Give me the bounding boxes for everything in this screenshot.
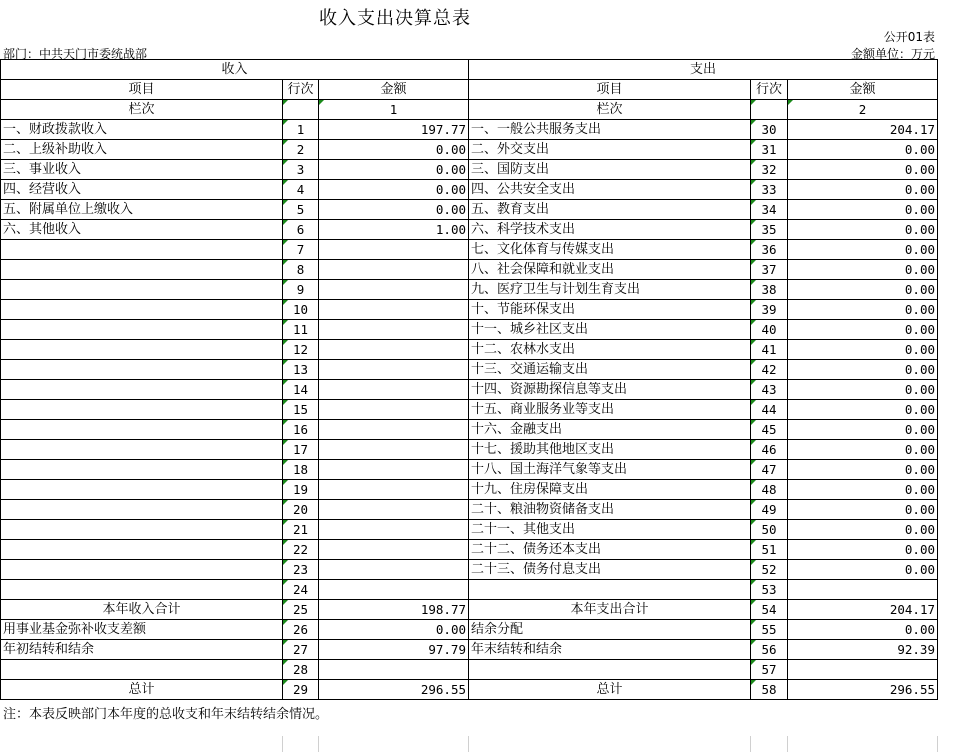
- income-line-cell[interactable]: 18: [283, 460, 319, 480]
- income-line-cell[interactable]: 20: [283, 500, 319, 520]
- income-amount-cell[interactable]: [319, 320, 469, 340]
- expense-amount-cell[interactable]: 0.00: [788, 140, 938, 160]
- income-item-cell[interactable]: [1, 660, 283, 680]
- expense-line-cell[interactable]: 50: [751, 520, 788, 540]
- income-amount-header[interactable]: 金额: [319, 80, 469, 100]
- income-item-cell[interactable]: [1, 260, 283, 280]
- expense-item-cell[interactable]: 二十二、债务还本支出: [469, 540, 751, 560]
- expense-amount-cell[interactable]: 0.00: [788, 620, 938, 640]
- income-amount-cell[interactable]: 0.00: [319, 200, 469, 220]
- expense-section-header[interactable]: 支出: [469, 60, 938, 80]
- expense-line-cell[interactable]: 48: [751, 480, 788, 500]
- income-amount-cell[interactable]: 198.77: [319, 600, 469, 620]
- table-row: [1, 560, 938, 580]
- section-header-row: [1, 60, 938, 80]
- income-line-cell[interactable]: 15: [283, 400, 319, 420]
- expense-line-cell[interactable]: 38: [751, 280, 788, 300]
- expense-item-cell[interactable]: [469, 580, 751, 600]
- income-item-cell[interactable]: [1, 380, 283, 400]
- income-section-header[interactable]: 收入: [1, 60, 469, 80]
- expense-amount-cell[interactable]: 0.00: [788, 400, 938, 420]
- form-code: 公开01表: [883, 30, 935, 44]
- income-amount-cell[interactable]: [319, 280, 469, 300]
- column-index-row: [1, 100, 938, 120]
- grid-line: [787, 736, 788, 752]
- expense-item-cell[interactable]: 十一、城乡社区支出: [469, 320, 751, 340]
- income-item-header[interactable]: 项目: [1, 80, 283, 100]
- table-row: [1, 220, 938, 240]
- income-line-cell[interactable]: 28: [283, 660, 319, 680]
- expense-item-cell[interactable]: [469, 660, 751, 680]
- expense-line-cell[interactable]: 45: [751, 420, 788, 440]
- income-line-cell[interactable]: 7: [283, 240, 319, 260]
- income-line-cell[interactable]: 14: [283, 380, 319, 400]
- table-row: [1, 400, 938, 420]
- expense-column-line-cell[interactable]: [751, 100, 788, 120]
- unit-label: 金额单位：万元: [850, 47, 935, 61]
- income-line-cell[interactable]: 25: [283, 600, 319, 620]
- income-item-cell[interactable]: 年初结转和结余: [1, 640, 283, 660]
- expense-line-cell[interactable]: 47: [751, 460, 788, 480]
- income-line-cell[interactable]: 12: [283, 340, 319, 360]
- expense-line-cell[interactable]: 51: [751, 540, 788, 560]
- income-item-cell[interactable]: [1, 340, 283, 360]
- income-amount-cell[interactable]: 296.55: [319, 680, 469, 700]
- table-row: [1, 460, 938, 480]
- expense-item-cell[interactable]: 十五、商业服务业等支出: [469, 400, 751, 420]
- expense-line-cell[interactable]: 34: [751, 200, 788, 220]
- expense-column-index[interactable]: 2: [788, 100, 938, 120]
- income-amount-cell[interactable]: [319, 660, 469, 680]
- expense-amount-cell[interactable]: 0.00: [788, 220, 938, 240]
- expense-line-cell[interactable]: 52: [751, 560, 788, 580]
- expense-item-cell[interactable]: 五、教育支出: [469, 200, 751, 220]
- expense-item-cell[interactable]: 四、公共安全支出: [469, 180, 751, 200]
- income-line-cell[interactable]: 17: [283, 440, 319, 460]
- expense-line-cell[interactable]: 30: [751, 120, 788, 140]
- table-row: [1, 620, 938, 640]
- expense-item-cell[interactable]: 十六、金融支出: [469, 420, 751, 440]
- income-column-label[interactable]: 栏次: [1, 100, 283, 120]
- expense-item-cell[interactable]: 结余分配: [469, 620, 751, 640]
- table-row: [1, 360, 938, 380]
- expense-amount-cell[interactable]: 0.00: [788, 500, 938, 520]
- expense-line-cell[interactable]: 41: [751, 340, 788, 360]
- expense-amount-cell[interactable]: 0.00: [788, 540, 938, 560]
- income-amount-cell[interactable]: [319, 240, 469, 260]
- expense-line-cell[interactable]: 54: [751, 600, 788, 620]
- grid-line: [468, 736, 469, 752]
- expense-amount-cell[interactable]: 0.00: [788, 360, 938, 380]
- expense-amount-cell[interactable]: 0.00: [788, 300, 938, 320]
- income-item-cell[interactable]: 本年收入合计: [1, 600, 283, 620]
- expense-amount-cell[interactable]: 0.00: [788, 160, 938, 180]
- expense-line-cell[interactable]: 33: [751, 180, 788, 200]
- expense-line-cell[interactable]: 32: [751, 160, 788, 180]
- income-amount-cell[interactable]: 0.00: [319, 620, 469, 640]
- income-line-cell[interactable]: 9: [283, 280, 319, 300]
- income-item-cell[interactable]: [1, 440, 283, 460]
- expense-line-cell[interactable]: 39: [751, 300, 788, 320]
- table-row: [1, 500, 938, 520]
- expense-amount-cell[interactable]: 0.00: [788, 480, 938, 500]
- expense-item-header[interactable]: 项目: [469, 80, 751, 100]
- income-amount-cell[interactable]: [319, 360, 469, 380]
- expense-item-cell[interactable]: 二十三、债务付息支出: [469, 560, 751, 580]
- footnote: 注：本表反映部门本年度的总收支和年末结转结余情况。: [3, 707, 329, 722]
- expense-item-cell[interactable]: 本年支出合计: [469, 600, 751, 620]
- grid-line: [750, 736, 751, 752]
- income-line-cell[interactable]: 27: [283, 640, 319, 660]
- income-item-cell[interactable]: 用事业基金弥补收支差额: [1, 620, 283, 640]
- expense-line-cell[interactable]: 35: [751, 220, 788, 240]
- table-row: [1, 440, 938, 460]
- income-line-cell[interactable]: 26: [283, 620, 319, 640]
- expense-item-cell[interactable]: 二十一、其他支出: [469, 520, 751, 540]
- expense-item-cell[interactable]: 十八、国土海洋气象等支出: [469, 460, 751, 480]
- expense-line-cell[interactable]: 44: [751, 400, 788, 420]
- income-item-cell[interactable]: [1, 360, 283, 380]
- income-amount-cell[interactable]: [319, 340, 469, 360]
- income-line-cell[interactable]: 6: [283, 220, 319, 240]
- income-amount-cell[interactable]: 1.00: [319, 220, 469, 240]
- expense-line-cell[interactable]: 55: [751, 620, 788, 640]
- expense-line-cell[interactable]: 40: [751, 320, 788, 340]
- income-item-cell[interactable]: [1, 420, 283, 440]
- expense-line-cell[interactable]: 42: [751, 360, 788, 380]
- table-row: [1, 240, 938, 260]
- table-row: [1, 260, 938, 280]
- expense-amount-cell[interactable]: 296.55: [788, 680, 938, 700]
- table-row: [1, 680, 938, 700]
- income-column-index[interactable]: 1: [319, 100, 469, 120]
- income-item-cell[interactable]: 四、经营收入: [1, 180, 283, 200]
- column-header-row: [1, 80, 938, 100]
- expense-amount-cell[interactable]: 0.00: [788, 320, 938, 340]
- expense-line-cell[interactable]: 36: [751, 240, 788, 260]
- expense-item-cell[interactable]: 八、社会保障和就业支出: [469, 260, 751, 280]
- expense-item-cell[interactable]: 十七、援助其他地区支出: [469, 440, 751, 460]
- income-column-line-cell[interactable]: [283, 100, 319, 120]
- expense-amount-cell[interactable]: 0.00: [788, 560, 938, 580]
- income-amount-cell[interactable]: 0.00: [319, 180, 469, 200]
- expense-item-cell[interactable]: 一、一般公共服务支出: [469, 120, 751, 140]
- expense-item-cell[interactable]: 七、文化体育与传媒支出: [469, 240, 751, 260]
- income-item-cell[interactable]: 六、其他收入: [1, 220, 283, 240]
- expense-amount-cell[interactable]: [788, 660, 938, 680]
- income-line-cell[interactable]: 16: [283, 420, 319, 440]
- expense-line-header[interactable]: 行次: [751, 80, 788, 100]
- income-line-header[interactable]: 行次: [283, 80, 319, 100]
- income-item-cell[interactable]: 一、财政拨款收入: [1, 120, 283, 140]
- expense-line-cell[interactable]: 43: [751, 380, 788, 400]
- expense-column-label[interactable]: 栏次: [469, 100, 751, 120]
- expense-line-cell[interactable]: 37: [751, 260, 788, 280]
- expense-item-cell[interactable]: 十三、交通运输支出: [469, 360, 751, 380]
- income-amount-cell[interactable]: [319, 460, 469, 480]
- expense-amount-cell[interactable]: 0.00: [788, 240, 938, 260]
- income-amount-cell[interactable]: [319, 580, 469, 600]
- income-amount-cell[interactable]: [319, 440, 469, 460]
- expense-line-cell[interactable]: 31: [751, 140, 788, 160]
- income-item-cell[interactable]: [1, 520, 283, 540]
- expense-item-cell[interactable]: 二十、粮油物资储备支出: [469, 500, 751, 520]
- expense-amount-cell[interactable]: 92.39: [788, 640, 938, 660]
- income-amount-cell[interactable]: [319, 260, 469, 280]
- income-line-cell[interactable]: 24: [283, 580, 319, 600]
- table-row: [1, 300, 938, 320]
- expense-line-cell[interactable]: 53: [751, 580, 788, 600]
- table-row: [1, 640, 938, 660]
- expense-amount-cell[interactable]: 0.00: [788, 180, 938, 200]
- income-item-cell[interactable]: [1, 300, 283, 320]
- expense-line-cell[interactable]: 49: [751, 500, 788, 520]
- income-amount-cell[interactable]: [319, 300, 469, 320]
- table-row: [1, 540, 938, 560]
- grid-line: [318, 736, 319, 752]
- income-amount-cell[interactable]: [319, 500, 469, 520]
- income-item-cell[interactable]: [1, 460, 283, 480]
- expense-amount-cell[interactable]: 0.00: [788, 420, 938, 440]
- expense-item-cell[interactable]: 九、医疗卫生与计划生育支出: [469, 280, 751, 300]
- income-line-cell[interactable]: 22: [283, 540, 319, 560]
- table-row: [1, 160, 938, 180]
- income-item-cell[interactable]: [1, 560, 283, 580]
- income-line-cell[interactable]: 8: [283, 260, 319, 280]
- income-amount-cell[interactable]: [319, 380, 469, 400]
- table-row: [1, 120, 938, 140]
- expense-amount-cell[interactable]: 0.00: [788, 260, 938, 280]
- income-line-cell[interactable]: 21: [283, 520, 319, 540]
- income-amount-cell[interactable]: [319, 400, 469, 420]
- income-line-cell[interactable]: 13: [283, 360, 319, 380]
- income-item-cell[interactable]: [1, 480, 283, 500]
- income-amount-cell[interactable]: [319, 520, 469, 540]
- summary-table: [0, 59, 938, 700]
- page-title: 收入支出决算总表: [319, 8, 471, 29]
- expense-amount-cell[interactable]: 0.00: [788, 520, 938, 540]
- income-item-cell[interactable]: [1, 280, 283, 300]
- expense-amount-cell[interactable]: 0.00: [788, 340, 938, 360]
- income-amount-cell[interactable]: 97.79: [319, 640, 469, 660]
- income-line-cell[interactable]: 5: [283, 200, 319, 220]
- income-item-cell[interactable]: 五、附属单位上缴收入: [1, 200, 283, 220]
- income-item-cell[interactable]: [1, 500, 283, 520]
- expense-item-cell[interactable]: 二、外交支出: [469, 140, 751, 160]
- income-item-cell[interactable]: [1, 580, 283, 600]
- income-line-cell[interactable]: 4: [283, 180, 319, 200]
- table-row: [1, 420, 938, 440]
- income-line-cell[interactable]: 3: [283, 160, 319, 180]
- table-row: [1, 600, 938, 620]
- department-label: 部门：中共天门市委统战部: [3, 47, 148, 61]
- income-amount-cell[interactable]: [319, 420, 469, 440]
- income-amount-cell[interactable]: 197.77: [319, 120, 469, 140]
- expense-item-cell[interactable]: 十四、资源勘探信息等支出: [469, 380, 751, 400]
- income-item-cell[interactable]: [1, 240, 283, 260]
- income-line-cell[interactable]: 11: [283, 320, 319, 340]
- income-item-cell[interactable]: 二、上级补助收入: [1, 140, 283, 160]
- table-row: [1, 480, 938, 500]
- income-item-cell[interactable]: [1, 320, 283, 340]
- expense-amount-cell[interactable]: 204.17: [788, 120, 938, 140]
- expense-line-cell[interactable]: 58: [751, 680, 788, 700]
- expense-amount-cell[interactable]: 0.00: [788, 280, 938, 300]
- expense-item-cell[interactable]: 年末结转和结余: [469, 640, 751, 660]
- expense-amount-cell[interactable]: 204.17: [788, 600, 938, 620]
- expense-amount-cell[interactable]: [788, 580, 938, 600]
- income-line-cell[interactable]: 19: [283, 480, 319, 500]
- table-row: [1, 660, 938, 680]
- income-amount-cell[interactable]: [319, 540, 469, 560]
- expense-item-cell[interactable]: 三、国防支出: [469, 160, 751, 180]
- expense-amount-cell[interactable]: 0.00: [788, 380, 938, 400]
- expense-item-cell[interactable]: 十二、农林水支出: [469, 340, 751, 360]
- table-row: [1, 200, 938, 220]
- table-row: [1, 320, 938, 340]
- expense-amount-cell[interactable]: 0.00: [788, 460, 938, 480]
- table-row: [1, 580, 938, 600]
- expense-item-cell[interactable]: 六、科学技术支出: [469, 220, 751, 240]
- income-line-cell[interactable]: 23: [283, 560, 319, 580]
- income-amount-cell[interactable]: 0.00: [319, 160, 469, 180]
- table-row: [1, 520, 938, 540]
- income-line-cell[interactable]: 1: [283, 120, 319, 140]
- table-row: [1, 280, 938, 300]
- grid-line: [282, 736, 283, 752]
- table-row: [1, 340, 938, 360]
- expense-amount-cell[interactable]: 0.00: [788, 440, 938, 460]
- income-item-cell[interactable]: [1, 540, 283, 560]
- expense-item-cell[interactable]: 十九、住房保障支出: [469, 480, 751, 500]
- grid-line: [937, 736, 938, 752]
- income-amount-cell[interactable]: 0.00: [319, 140, 469, 160]
- income-amount-cell[interactable]: [319, 560, 469, 580]
- expense-item-cell[interactable]: 总计: [469, 680, 751, 700]
- income-amount-cell[interactable]: [319, 480, 469, 500]
- income-item-cell[interactable]: 三、事业收入: [1, 160, 283, 180]
- income-line-cell[interactable]: 10: [283, 300, 319, 320]
- table-row: [1, 140, 938, 160]
- expense-amount-cell[interactable]: 0.00: [788, 200, 938, 220]
- income-line-cell[interactable]: 2: [283, 140, 319, 160]
- income-item-cell[interactable]: 总计: [1, 680, 283, 700]
- table-row: [1, 380, 938, 400]
- expense-item-cell[interactable]: 十、节能环保支出: [469, 300, 751, 320]
- expense-line-cell[interactable]: 56: [751, 640, 788, 660]
- expense-amount-header[interactable]: 金额: [788, 80, 938, 100]
- income-line-cell[interactable]: 29: [283, 680, 319, 700]
- expense-line-cell[interactable]: 57: [751, 660, 788, 680]
- income-item-cell[interactable]: [1, 400, 283, 420]
- table-row: [1, 180, 938, 200]
- expense-line-cell[interactable]: 46: [751, 440, 788, 460]
